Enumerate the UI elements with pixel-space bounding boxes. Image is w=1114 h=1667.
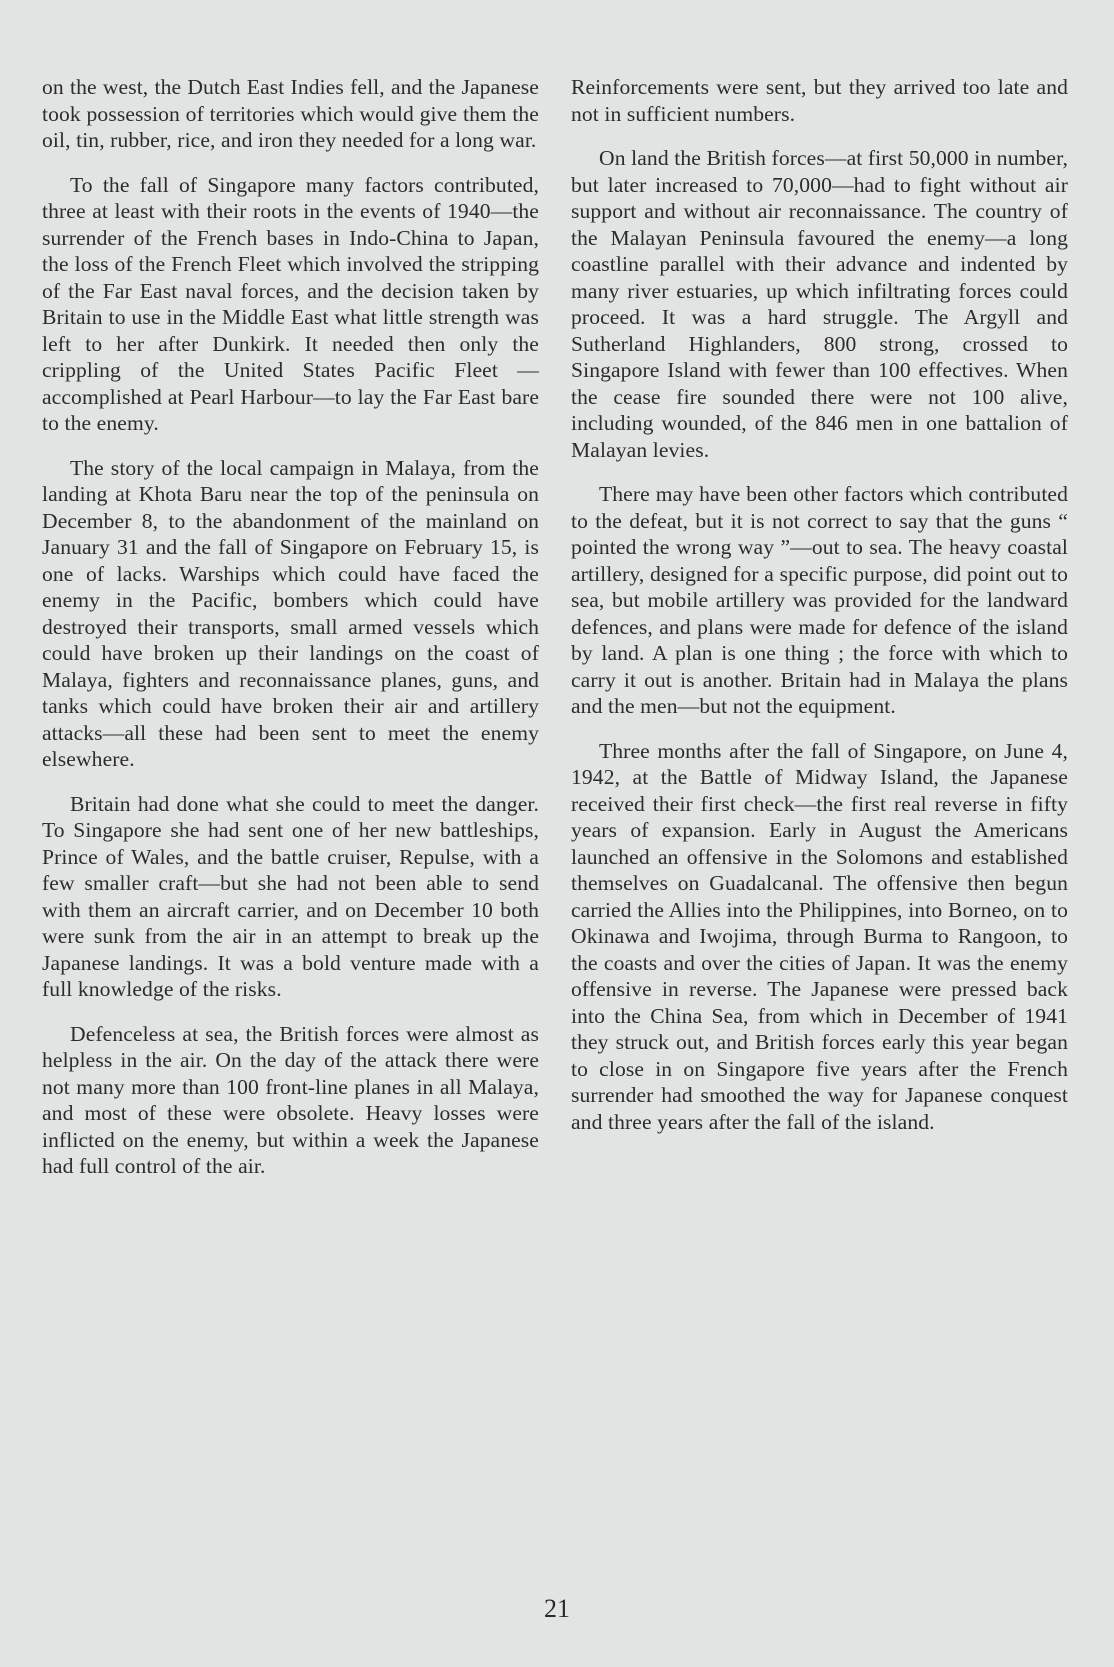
page-number: 21 <box>544 1594 570 1623</box>
paragraph: The story of the local campaign in Malaya, from the landing at Khota Baru near the top of the peninsula on December 8, to the abandonment of the mainland on January 31 and the fall of Singapore on February 15, is one of lacks. Warships which could have faced the enemy in the Pacific, bombers which could have destroyed their transports, small armed vessels which could have broken up their landings on the coast of Malaya, fighters and reconnaissance planes, guns, and tanks which could have broken their air and artillery attacks—all these had been sent to meet the enemy elsewhere. <box>42 455 539 771</box>
paragraph: Defenceless at sea, the British forces were almost as helpless in the air. On the day of the attack there were not many more than 100 front-line planes in all Malaya, and most of these were obsolete. Heavy losses were inflicted on the enemy, but within a week the Japanese had full control of the air. <box>42 1021 539 1178</box>
paragraph: Three months after the fall of Singapore, on June 4, 1942, at the Battle of Midway Island, the Japanese received their first check—the first real reverse in fifty years of expansion. Early in August the Americans launched an offensive in the Solomons and established themselves on Guadalcanal. The offensive then begun carried the Allies into the Philippines, into Borneo, on to Okinawa and Iwojima, through Burma to Rangoon, to the coasts and over the cities of Japan. It was the enemy offensive in reverse. The Japanese were pressed back into the China Sea, from which in December of 1941 they struck out, and British forces early this year began to close in on Singapore five years after the French surrender had smoothed the way for Japanese conquest and three years after the fall of the island. <box>571 738 1068 1134</box>
paragraph: There may have been other factors which contributed to the defeat, but it is not correct to say that the guns “ pointed the wrong way ”—out to sea. The heavy coastal artillery, designed for a specific purpose, did point out to sea, but mobile artillery was provided for the landward defences, and plans were made for defence of the island by land. A plan is one thing ; the force with which to carry it out is another. Britain had in Malaya the plans and the men—but not the equipment. <box>571 482 1068 718</box>
right-column <box>571 74 1068 1153</box>
paragraph: on the west, the Dutch East Indies fell, and the Japanese took possession of territories which would give them the oil, tin, rubber, rice, and iron they needed for a long war. <box>42 75 539 152</box>
paragraph: On land the British forces—at first 50,000 in number, but later increased to 70,000—had to fight without air support and without air reconnaissance. The country of the Malayan Peninsula favoured the enemy—a long coastline parallel with their advance and indented by many river estuaries, up which infiltrating forces could proceed. It was a hard struggle. The Argyll and Sutherland Highlanders, 800 strong, crossed to Singapore Island with fewer than 100 effectives. When the cease fire sounded there were not 100 alive, including wounded, of the 846 men in one battalion of Malayan levies. <box>571 146 1068 462</box>
paragraph: To the fall of Singapore many factors contributed, three at least with their roots in the events of 1940—the surrender of the French bases in Indo-China to Japan, the loss of the French Fleet which involved the stripping of the Far East naval forces, and the decision taken by Britain to use in the Middle East what little strength was left to her after Dunkirk. It needed then only the crippling of the United States Pacific Fleet —accomplished at Pearl Harbour—to lay the Far East bare to the enemy. <box>42 172 539 435</box>
paragraph: Britain had done what she could to meet the danger. To Singapore she had sent one of her new battleships, Prince of Wales, and the battle cruiser, Repulse, with a few smaller craft—but she had not been able to send with them an aircraft carrier, and on December 10 both were sunk from the air in an attempt to break up the Japanese landings. It was a bold venture made with a full knowledge of the risks. <box>42 791 539 1001</box>
paragraph: Reinforcements were sent, but they arrived too late and not in sufficient numbers. <box>571 75 1068 126</box>
left-column <box>42 74 539 1198</box>
